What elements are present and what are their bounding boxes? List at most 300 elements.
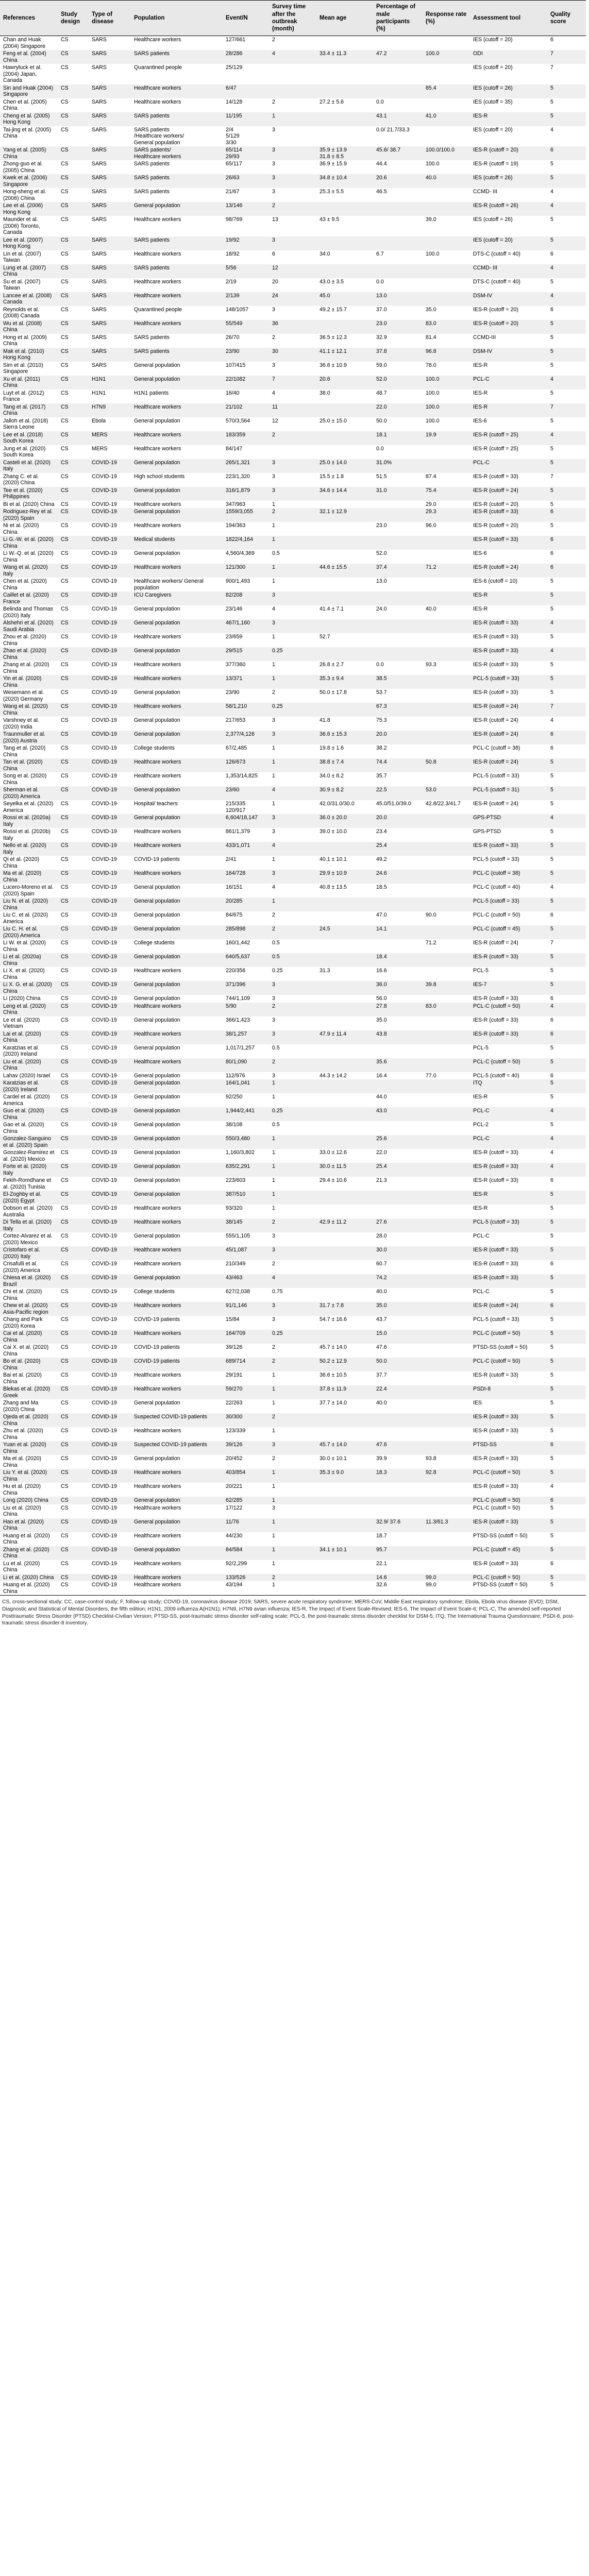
table-cell <box>316 431 373 445</box>
table-cell: 1 <box>272 1532 275 1539</box>
table-cell: CS <box>61 745 69 751</box>
table-cell: CS <box>61 662 69 668</box>
table-cell: General population <box>131 981 223 995</box>
table-cell: SARS <box>89 50 131 64</box>
table-cell <box>373 264 423 278</box>
table-cell: CS <box>61 417 69 424</box>
table-cell: Feng et al. (2004) China <box>0 50 58 64</box>
table-cell: 24 <box>269 292 316 306</box>
table-cell: 6 <box>550 995 553 1002</box>
table-cell <box>316 1232 373 1246</box>
table-cell: Healthcare workers <box>131 431 223 445</box>
table-cell: Liu et al. (2020) China <box>0 1058 58 1072</box>
column-header: Percentage of male participants (%) <box>373 1 423 36</box>
table-cell: 29/191 <box>226 1372 243 1378</box>
table-cell: 3 <box>272 306 275 313</box>
table-cell: 44.4 <box>376 161 387 167</box>
table-cell: CS <box>58 1413 89 1427</box>
table-cell: 3 <box>272 1504 275 1511</box>
table-cell <box>316 897 373 911</box>
table-cell: 71.2 <box>423 564 470 578</box>
table-cell: 3 <box>272 1072 275 1079</box>
table-cell: H7N9 <box>89 403 131 417</box>
table-cell: PCL-C <box>473 1289 490 1295</box>
table-cell: 5 <box>547 591 586 605</box>
table-cell: General population <box>131 647 223 661</box>
table-cell <box>316 1246 373 1260</box>
table-cell: 4 <box>272 606 275 612</box>
table-cell: 210/349 <box>226 1261 246 1267</box>
table-cell: 160/1,442 <box>226 940 250 946</box>
table-cell: 3 <box>269 981 316 995</box>
table-cell: 45.7 ± 14.0 <box>319 1344 347 1350</box>
table-cell: 183/359 <box>223 431 269 445</box>
table-cell: 2 <box>272 98 275 105</box>
column-header: Study design <box>58 1 89 36</box>
table-cell: 5 <box>550 1094 553 1100</box>
table-cell: COVID-19 <box>89 1497 131 1504</box>
table-cell: Reynolds et al. (2008) Canada <box>3 306 40 319</box>
table-row <box>0 1149 586 1163</box>
table-cell: 5 <box>550 389 553 396</box>
table-cell: 6 <box>550 37 553 43</box>
table-cell: 1 <box>269 758 316 772</box>
table-cell: 22/1082 <box>223 376 269 389</box>
table-row <box>0 376 586 389</box>
table-cell: SARS patients <box>134 189 170 195</box>
table-cell: 5 <box>550 1504 553 1511</box>
table-cell: CS <box>58 1191 89 1205</box>
table-cell: General population <box>134 717 180 723</box>
table-row <box>0 1358 586 1371</box>
table-cell: COVID-19 <box>89 1163 131 1177</box>
table-cell <box>316 522 373 536</box>
table-cell: 18.5 <box>376 884 387 890</box>
table-cell: 5 <box>550 522 553 529</box>
column-header: Event/N <box>223 1 269 36</box>
table-cell: 5 <box>547 1191 586 1205</box>
table-cell: 39/126 <box>223 1441 269 1455</box>
table-cell: 41.4 ± 7.1 <box>319 606 344 612</box>
table-cell: 91/1,146 <box>223 1302 269 1316</box>
table-cell: 3 <box>269 174 316 188</box>
table-cell: COVID-19 <box>92 1455 117 1462</box>
table-row <box>0 160 586 174</box>
table-cell: 1 <box>272 662 275 668</box>
table-cell <box>373 1079 423 1093</box>
table-cell: CS <box>61 1289 69 1295</box>
table-cell <box>423 1546 470 1560</box>
table-cell: Sin and Huak (2004) Singapore <box>0 84 58 98</box>
table-cell: Zhu et al. (2020) China <box>3 1428 43 1440</box>
table-cell: Zhang et al. (2020) China <box>0 1546 58 1560</box>
table-cell: 5 <box>547 786 586 800</box>
table-cell: 1 <box>269 1546 316 1560</box>
table-cell: 4 <box>272 389 275 396</box>
table-cell <box>423 236 470 250</box>
table-cell: 5 <box>547 1218 586 1232</box>
table-cell: COVID-19 <box>92 1122 117 1128</box>
table-cell: Long (2020) China <box>0 1497 58 1504</box>
table-cell: CS <box>61 856 69 862</box>
table-cell: PCL-5 <box>473 968 489 974</box>
table-row <box>0 431 586 445</box>
table-cell <box>423 1532 470 1546</box>
table-cell: IES-R (cutoff = 33) <box>473 1261 518 1267</box>
table-cell: PCL-C (cutoff = 45) <box>470 925 547 939</box>
table-cell: IES-R (cutoff = 33) <box>473 662 518 668</box>
table-cell: 5 <box>547 459 586 473</box>
table-row <box>0 1016 586 1030</box>
table-cell: CS <box>58 403 89 417</box>
table-cell: 27.6 <box>373 1218 423 1232</box>
table-cell: 38/1,257 <box>223 1030 269 1044</box>
table-cell: CS <box>58 842 89 856</box>
table-cell: 4 <box>547 292 586 306</box>
table-row <box>0 619 586 633</box>
table-cell: 1 <box>272 522 275 529</box>
table-row <box>0 1044 586 1058</box>
table-cell: 4 <box>547 202 586 216</box>
table-cell: COVID-19 <box>92 1016 117 1023</box>
table-cell: 51.5 <box>376 473 387 480</box>
table-cell: 13 <box>272 216 278 223</box>
table-cell: PCL-2 <box>473 1122 489 1128</box>
table-cell: 1 <box>272 1428 275 1434</box>
table-cell <box>373 1205 423 1218</box>
table-cell: College students <box>134 940 175 946</box>
table-cell: 62/285 <box>223 1497 269 1504</box>
table-cell: 0.25 <box>269 1107 316 1121</box>
table-cell: Healthcare workers <box>134 1428 181 1434</box>
table-cell: 82/208 <box>223 591 269 605</box>
table-cell: 46.5 <box>376 189 387 195</box>
table-cell: COVID-19 <box>89 1079 131 1093</box>
table-cell: 5 <box>547 1574 586 1582</box>
table-cell: 1 <box>269 1469 316 1483</box>
table-row <box>0 1483 586 1497</box>
table-cell: PCL-C (cutoff = 50) <box>470 1574 547 1582</box>
table-cell: 0.5 <box>272 550 280 556</box>
table-cell: CS <box>58 1302 89 1316</box>
table-cell: IES-R (cutoff = 33) <box>473 634 518 640</box>
table-cell: 1 <box>272 745 275 751</box>
table-cell: 42.0/31.0/30.0 <box>319 801 355 807</box>
table-cell: IES-R (cutoff = 33) <box>470 1163 547 1177</box>
table-cell: 3 <box>269 146 316 160</box>
table-cell <box>423 292 470 306</box>
table-cell: General population <box>134 995 180 1002</box>
table-cell: 100.0 <box>423 376 470 389</box>
table-cell: 38.8 ± 7.4 <box>316 758 373 772</box>
table-cell: 3 <box>269 731 316 744</box>
table-cell: COVID-19 <box>92 1289 117 1295</box>
table-cell: 7 <box>550 64 553 71</box>
table-cell: COVID-19 <box>89 564 131 578</box>
table-cell: PCL-C (cutoff = 45) <box>470 1546 547 1560</box>
table-cell: Healthcare workers <box>131 320 223 334</box>
table-cell <box>423 633 470 647</box>
table-cell: CS <box>61 126 69 133</box>
table-cell: 43.7 <box>376 1316 387 1323</box>
table-cell: COVID-19 patients <box>134 1316 180 1323</box>
table-cell: 23/90 <box>226 689 240 696</box>
table-cell: 6 <box>550 550 553 556</box>
table-cell <box>423 1030 470 1044</box>
table-cell: 18.7 <box>376 1532 387 1539</box>
table-cell: 92.8 <box>423 1469 470 1483</box>
table-cell: 0.25 <box>269 1330 316 1344</box>
table-cell: COVID-19 <box>92 1094 117 1100</box>
table-cell: 31.0% <box>373 459 423 473</box>
table-cell: 44.3 ± 14.2 <box>319 1072 347 1079</box>
table-cell <box>423 717 470 731</box>
table-cell: General population <box>131 487 223 501</box>
table-cell: 1 <box>272 801 275 807</box>
table-cell: 164/709 <box>223 1330 269 1344</box>
table-cell <box>316 202 373 216</box>
table-cell: Leng et al. (2020) China <box>0 1003 58 1016</box>
table-cell: 18.3 <box>373 1469 423 1483</box>
table-cell: 42.8/22.3/41.7 <box>426 801 461 807</box>
table-cell: 25.3 ± 5.5 <box>319 189 344 195</box>
table-cell: 35.9 ± 13.9 31.8 ± 8.5 <box>316 146 373 160</box>
table-cell: PCL-5 (cutoff = 33) <box>473 856 519 862</box>
table-cell: 1 <box>269 1581 316 1596</box>
table-cell: IES (cutoff = 35) <box>473 98 513 105</box>
table-cell: 20.0 <box>373 814 423 828</box>
table-cell: CS <box>58 981 89 995</box>
table-cell: 5 <box>550 1532 553 1539</box>
table-cell: Healthcare workers <box>134 1483 181 1489</box>
table-cell: 5 <box>550 689 553 696</box>
table-cell: CCMD- III <box>470 264 547 278</box>
table-cell <box>316 320 373 334</box>
table-cell <box>423 1149 470 1163</box>
table-cell: 1 <box>269 675 316 689</box>
table-cell: COVID-19 <box>92 828 117 835</box>
table-cell <box>316 236 373 250</box>
table-cell: CS <box>58 1163 89 1177</box>
table-cell: 25/129 <box>226 64 243 71</box>
table-cell: Crisafulli et al. (2020) America <box>3 1261 40 1274</box>
table-cell: H1N1 <box>92 389 106 396</box>
table-row <box>0 64 586 84</box>
table-cell: General population <box>134 417 180 424</box>
table-cell: Healthcare workers <box>131 758 223 772</box>
table-cell: 5 <box>550 634 553 640</box>
table-cell <box>316 1205 373 1218</box>
table-cell: 3 <box>269 459 316 473</box>
table-cell: 5 <box>550 1122 553 1128</box>
table-cell <box>373 619 423 633</box>
table-cell: COVID-19 <box>92 1205 117 1211</box>
table-cell: 24.6 <box>373 870 423 884</box>
table-cell: CS <box>58 459 89 473</box>
table-cell <box>423 744 470 758</box>
table-cell: 1 <box>269 1163 316 1177</box>
table-cell: General population <box>131 786 223 800</box>
table-cell: 31.0 <box>373 487 423 501</box>
table-row <box>0 1218 586 1232</box>
table-cell: General population <box>131 508 223 522</box>
table-cell: 25.4 <box>373 842 423 856</box>
table-cell <box>423 619 470 633</box>
table-cell: 84/147 <box>226 445 243 452</box>
table-cell: 5 <box>547 174 586 188</box>
table-cell: Healthcare workers <box>134 828 181 835</box>
table-cell: CS <box>61 1149 69 1156</box>
table-cell: 47.6 <box>373 1441 423 1455</box>
table-cell: 220/356 <box>226 968 246 974</box>
table-row <box>0 188 586 202</box>
table-cell: 5 <box>550 216 553 223</box>
table-cell: Healthcare workers <box>131 84 223 98</box>
table-cell: 24.0 <box>376 606 387 612</box>
table-cell: 5 <box>547 1274 586 1288</box>
table-cell <box>373 202 423 216</box>
table-cell: IES-R <box>470 1191 547 1205</box>
table-cell: DTS-C (cutoff = 40) <box>473 250 520 257</box>
table-cell: Ni et al. (2020) China <box>3 522 39 535</box>
table-cell: 52.7 <box>319 634 330 640</box>
table-cell: 3 <box>272 362 275 368</box>
table-cell: General population <box>134 1233 180 1239</box>
table-cell: 5 <box>550 362 553 368</box>
table-cell: Liu N. et al. (2020) China <box>0 897 58 911</box>
table-cell: 16/151 <box>226 884 243 890</box>
table-row <box>0 1246 586 1260</box>
table-cell: 5 <box>547 925 586 939</box>
table-cell: CS <box>61 606 69 612</box>
table-cell <box>423 278 470 292</box>
table-cell: CS <box>58 431 89 445</box>
table-cell: 7 <box>269 376 316 389</box>
table-cell <box>316 911 373 925</box>
table-cell: CS <box>61 334 69 341</box>
table-cell: 1 <box>272 578 275 584</box>
table-cell: Casteli et al. (2020) Italy <box>0 459 58 473</box>
table-cell: 75.3 <box>376 717 387 723</box>
table-cell: Traunmuller et al. (2020) Austria <box>0 731 58 744</box>
table-cell: Zhang and Ma (2020) China <box>3 1400 39 1413</box>
table-cell: IES (cutoff = 20) <box>473 37 513 43</box>
table-cell: El-Zoghby et al. (2020) Egypt <box>0 1191 58 1205</box>
table-cell: Li G.-W. et al. (2020) China <box>0 536 58 550</box>
table-cell: CS <box>61 1400 69 1406</box>
table-cell <box>373 1427 423 1441</box>
table-cell <box>423 445 470 459</box>
table-cell: 49.2 ± 15.7 <box>319 306 347 313</box>
table-cell <box>316 501 373 509</box>
table-cell: GPS-PTSD <box>470 814 547 828</box>
table-footnote: CS, cross-sectional study; CC, case-control study; F, follow-up study; COVID-19, coronavirus disease 2019; SARS, severe acute respiratory syndrome; MERS-CoV, Middle East respiratory syndrome; Ebola, Ebola virus disease (EVD); DSM, Diagnostic and Statistical of Mental Disorders, the fifth edition; H1N1, 2009 influenza A(H1N1); H7N9, H7N9 avian influenza; IES-R, The Impact of Event Scale-Revised; IES-6, The Impact of Event Scale-6; PCL-C, The amended self-reported Posttraumatic Stress Disorder (PTSD) Checklist-Civilian Version; PTSD-SS, post-traumatic stress disorder self-rating scale; PCL-5, the post-traumatic stress disorder checklist for DSM-5; ITQ, The International Trauma Questionnaire; PSDI-8, post-traumatic stress disorder-8 inventory. <box>2 1599 575 1626</box>
table-cell: 5 <box>547 870 586 884</box>
table-cell <box>316 1532 373 1546</box>
table-cell: Healthcare workers <box>131 1246 223 1260</box>
table-row <box>0 1205 586 1218</box>
table-cell: 37.8 ± 11.9 <box>316 1385 373 1399</box>
table-cell: ODI <box>470 50 547 64</box>
table-cell <box>423 1044 470 1058</box>
table-cell: 4 <box>547 376 586 389</box>
table-cell <box>423 1316 470 1330</box>
table-row <box>0 1288 586 1302</box>
table-cell: IES-R (cutoff = 33) <box>470 1274 547 1288</box>
table-cell: CS <box>61 1560 69 1567</box>
table-cell: Yang et al. (2005) China <box>0 146 58 160</box>
table-cell: 30/300 <box>223 1413 269 1427</box>
table-cell: 19/92 <box>223 236 269 250</box>
column-header: Response rate (%) <box>423 1 470 36</box>
table-cell: 100.0 <box>426 161 440 167</box>
table-cell: Rodriguez-Rey et al. (2020) Spain <box>0 508 58 522</box>
table-cell: COVID-19 <box>92 1177 117 1183</box>
table-cell: 43.8 <box>373 1030 423 1044</box>
table-cell: 4 <box>269 842 316 856</box>
table-cell: 223/1,320 <box>226 473 250 480</box>
table-cell: SARS <box>89 174 131 188</box>
table-cell: IES-R (cutoff = 24) <box>470 487 547 501</box>
table-cell <box>423 536 470 550</box>
table-cell: CS <box>61 1044 69 1051</box>
table-cell: 47.2 <box>373 50 423 64</box>
table-cell: 5 <box>550 1205 553 1211</box>
table-cell: 65/117 <box>226 161 242 167</box>
table-cell: 96.8 <box>423 348 470 362</box>
table-cell: General population <box>131 202 223 216</box>
table-cell: 43/194 <box>223 1581 269 1596</box>
table-cell: DTS-C (cutoff = 40) <box>473 278 520 285</box>
table-cell <box>316 1483 373 1497</box>
table-cell: CS <box>61 1372 69 1378</box>
table-cell: COVID-19 <box>92 940 117 946</box>
table-cell: 87.4 <box>426 473 436 480</box>
table-cell <box>316 953 373 967</box>
table-cell: Healthcare workers <box>134 278 181 285</box>
table-cell: 20.0 <box>373 731 423 744</box>
table-row <box>0 675 586 689</box>
table-cell: IES (cutoff = 26) <box>473 216 513 223</box>
table-cell <box>316 1191 373 1205</box>
table-cell: Chen et al. (2020) China <box>3 578 47 591</box>
table-cell: Li W. et al. (2020) China <box>3 940 46 953</box>
table-cell: 34.0 ± 8.2 <box>319 773 344 779</box>
table-cell: 50.8 <box>423 758 470 772</box>
table-cell: Dobson et al. (2020) Australia <box>3 1205 53 1218</box>
table-cell: 58/1,210 <box>223 703 269 717</box>
table-cell <box>316 445 373 459</box>
table-cell: 13.0 <box>376 578 387 584</box>
table-cell <box>423 1560 470 1574</box>
table-cell: 0.25 <box>272 968 283 974</box>
table-cell: 100.0 <box>423 403 470 417</box>
table-cell: 39/126 <box>226 1344 243 1350</box>
table-cell <box>316 1288 373 1302</box>
table-cell: 7 <box>550 473 553 480</box>
table-cell: 48.7 <box>376 389 387 396</box>
table-cell: 861/1,379 <box>226 828 250 835</box>
table-row <box>0 1497 586 1504</box>
table-row <box>0 36 586 50</box>
table-cell: CS <box>61 37 69 43</box>
table-cell: College students <box>134 1289 175 1295</box>
table-cell: Healthcare workers <box>131 564 223 578</box>
table-cell: Sherman et al. (2020) America <box>0 786 58 800</box>
table-cell: 36 <box>269 320 316 334</box>
table-row <box>0 1371 586 1385</box>
table-cell: 37.8 <box>373 348 423 362</box>
